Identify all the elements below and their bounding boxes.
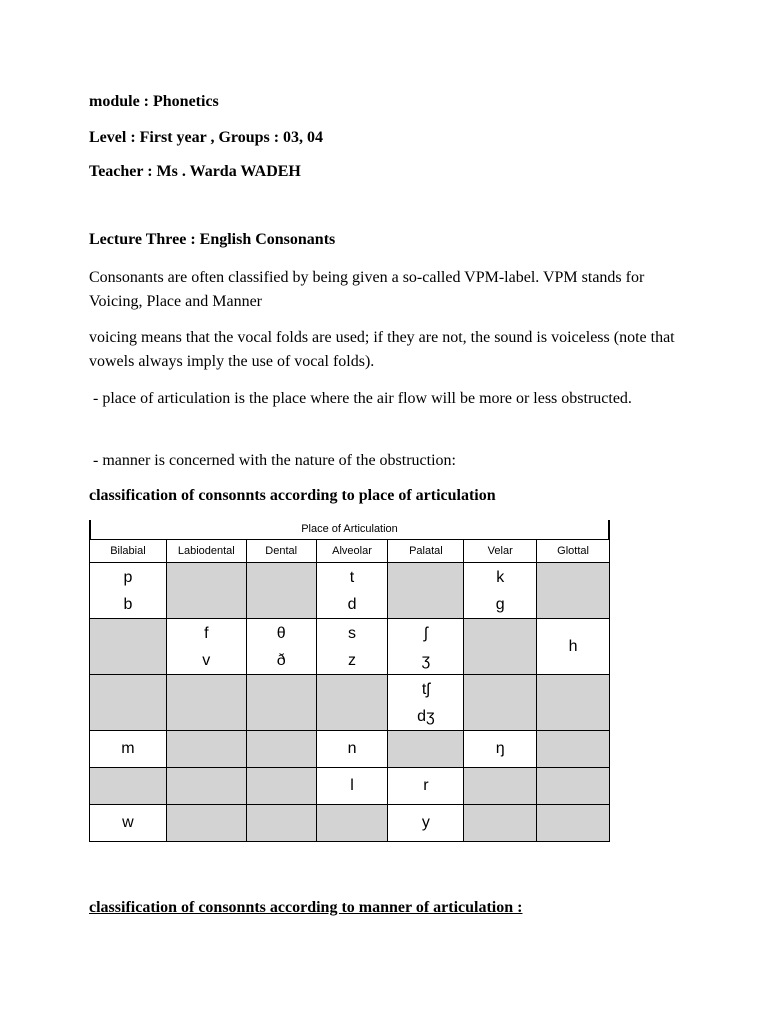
table-cell xyxy=(246,675,316,731)
table-cell xyxy=(537,768,610,805)
table-cell xyxy=(388,563,464,619)
table-cell xyxy=(537,563,610,619)
table-cell xyxy=(316,768,388,805)
table-cell xyxy=(388,675,464,731)
table-cell xyxy=(90,619,167,675)
table-cell xyxy=(166,563,246,619)
table-header-row xyxy=(90,540,610,563)
column-header: Labiodental xyxy=(166,540,246,563)
table-row xyxy=(90,675,610,731)
phoneme-symbol: n xyxy=(347,740,357,757)
section-heading-place: classification of consonnts according to place of articulation xyxy=(89,487,496,504)
phoneme-symbol: tʃ xyxy=(421,680,430,698)
table-cell xyxy=(537,805,610,842)
table-cell xyxy=(388,768,464,805)
phoneme-symbol: f xyxy=(204,624,209,642)
table-cell xyxy=(166,675,246,731)
table-row xyxy=(90,563,610,619)
table-cell xyxy=(537,619,610,675)
column-header: Velar xyxy=(464,540,537,563)
phoneme-symbol: y xyxy=(421,814,430,831)
table-cell xyxy=(316,675,388,731)
phoneme-symbol: d xyxy=(347,595,357,613)
phoneme-symbol: s xyxy=(348,624,357,642)
consonant-table xyxy=(89,539,610,842)
table-cell xyxy=(90,563,167,619)
table-cell xyxy=(464,731,537,768)
table-cell xyxy=(537,675,610,731)
phoneme-symbol: ʒ xyxy=(421,651,431,669)
phoneme-symbol: dʒ xyxy=(417,707,435,725)
table-caption: Place of Articulation xyxy=(89,520,610,539)
phoneme-symbol: z xyxy=(348,651,357,669)
table-cell xyxy=(388,731,464,768)
teacher-line: Teacher : Ms . Warda WADEH xyxy=(89,163,301,180)
phoneme-symbol: ð xyxy=(276,651,286,669)
level-line: Level : First year , Groups : 03, 04 xyxy=(89,129,324,146)
phoneme-symbol: ŋ xyxy=(495,740,505,757)
paragraph-vpm: Consonants are often classified by being given a so-called VPM-label. VPM stands for Voicing, Place and Manner xyxy=(89,269,645,310)
table-cell xyxy=(464,675,537,731)
paragraph-manner: - manner is concerned with the nature of the obstruction: xyxy=(89,452,456,469)
phoneme-symbol: m xyxy=(121,740,135,757)
column-header: Glottal xyxy=(537,540,610,563)
section-heading-manner: classification of consonnts according to manner of articulation : xyxy=(89,899,523,916)
table-cell xyxy=(388,619,464,675)
table-row xyxy=(90,805,610,842)
table-cell xyxy=(316,731,388,768)
table-cell xyxy=(316,563,388,619)
phoneme-symbol: r xyxy=(423,777,429,794)
phoneme-symbol: b xyxy=(123,595,133,613)
table-cell xyxy=(246,768,316,805)
table-cell xyxy=(246,805,316,842)
table-cell xyxy=(464,619,537,675)
module-line: module : Phonetics xyxy=(89,93,219,110)
table-cell xyxy=(166,805,246,842)
table-body xyxy=(90,563,610,842)
phoneme-symbol: v xyxy=(202,651,211,669)
table-cell xyxy=(90,805,167,842)
table-row xyxy=(90,619,610,675)
table-cell xyxy=(166,619,246,675)
phoneme-symbol: h xyxy=(568,638,578,655)
paragraph-place: - place of articulation is the place where the air flow will be more or less obstructed. xyxy=(89,390,632,407)
column-header: Alveolar xyxy=(316,540,388,563)
table-cell xyxy=(246,619,316,675)
table-cell xyxy=(90,768,167,805)
phoneme-symbol: t xyxy=(349,568,355,586)
phoneme-symbol: ʃ xyxy=(424,624,428,642)
table-cell xyxy=(166,768,246,805)
phoneme-symbol: w xyxy=(122,814,134,831)
table-cell xyxy=(464,805,537,842)
table-cell xyxy=(464,563,537,619)
column-header: Palatal xyxy=(388,540,464,563)
table-cell xyxy=(464,768,537,805)
lecture-title: Lecture Three : English Consonants xyxy=(89,231,336,248)
phoneme-symbol: g xyxy=(495,595,505,613)
phoneme-symbol: θ xyxy=(276,624,286,642)
table-cell xyxy=(316,619,388,675)
phoneme-symbol: l xyxy=(350,777,354,794)
table-cell xyxy=(246,731,316,768)
phoneme-symbol: k xyxy=(496,568,505,586)
table-cell xyxy=(388,805,464,842)
table-cell xyxy=(537,731,610,768)
column-header: Bilabial xyxy=(90,540,167,563)
table-cell xyxy=(90,731,167,768)
place-of-articulation-table xyxy=(89,520,610,846)
table-cell xyxy=(246,563,316,619)
table-row xyxy=(90,768,610,805)
column-header: Dental xyxy=(246,540,316,563)
table-row xyxy=(90,731,610,768)
table-cell xyxy=(166,731,246,768)
paragraph-voicing: voicing means that the vocal folds are used; if they are not, the sound is voiceless (note that vowels always imply the use of vocal folds). xyxy=(89,329,675,370)
phoneme-symbol: p xyxy=(123,568,133,586)
table-cell xyxy=(316,805,388,842)
table-cell xyxy=(90,675,167,731)
